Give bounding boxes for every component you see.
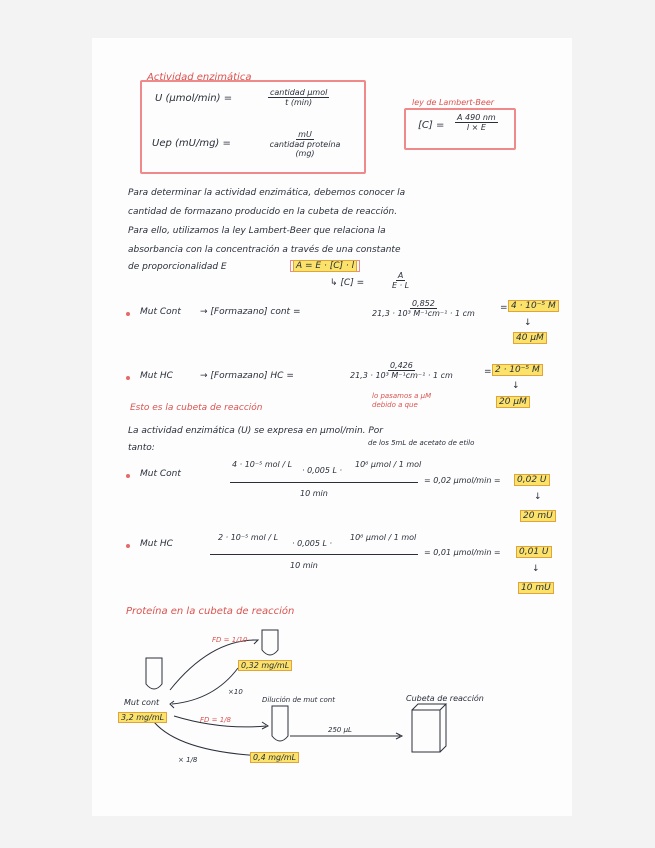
u-cont-mu: 20 mU xyxy=(520,510,556,522)
page-title: Actividad enzimática xyxy=(147,72,252,83)
cont-result-um: 40 µM xyxy=(513,332,547,344)
hc-eq: = xyxy=(484,367,492,377)
derived-lhs: ↳ [C] = xyxy=(330,278,365,288)
u-hc-p3: 10⁶ µmol / 1 mol xyxy=(350,533,417,542)
formula-u-lhs: U (µmol/min) = xyxy=(155,93,233,104)
cont-result-molar: 4 · 10⁻⁵ M xyxy=(508,300,559,312)
arrow-down-icon: ↓ xyxy=(524,318,532,328)
u-hc-p1: 2 · 10⁻⁵ mol / L xyxy=(218,533,279,542)
arrow-icon xyxy=(172,668,238,704)
hc-result-molar: 2 · 10⁻⁵ M xyxy=(492,364,543,376)
beer-den: l × E xyxy=(466,123,486,132)
arrow-down-icon: ↓ xyxy=(534,492,542,502)
times10: ×10 xyxy=(228,688,243,696)
conc1: 0,32 mg/mL xyxy=(238,660,292,671)
note-um: lo pasamos a µM debido a que xyxy=(372,392,432,409)
conc2: 0,4 mg/mL xyxy=(250,752,299,763)
hc-expr: → [Formazano] HC = xyxy=(200,371,294,381)
u-cont-label: Mut Cont xyxy=(140,469,181,479)
tube-icon xyxy=(272,706,288,741)
hc-den: 21,3 · 10³ M⁻¹cm⁻¹ · 1 cm xyxy=(350,371,453,380)
tube-icon xyxy=(262,630,278,655)
u-cont-p1: 4 · 10⁻⁵ mol / L xyxy=(232,460,293,469)
cont-eq: = xyxy=(500,303,508,313)
intro-line: Para determinar la actividad enzimática, debemos conocer la xyxy=(128,188,406,198)
cont-den: 21,3 · 10³ M⁻¹cm⁻¹ · 1 cm xyxy=(372,309,475,318)
cuvette-label: Cubeta de reacción xyxy=(406,694,484,703)
volume: 250 µL xyxy=(328,726,352,734)
u-cont-den: 10 min xyxy=(300,489,328,498)
arrow-down-icon: ↓ xyxy=(512,381,520,391)
cont-label: Mut Cont xyxy=(140,307,181,317)
formula-u-num: cantidad µmol xyxy=(270,88,328,97)
formula-uep-den: cantidad proteína (mg) xyxy=(269,140,341,158)
note-cubeta: Esto es la cubeta de reacción xyxy=(130,403,263,413)
activity-note: de los 5mL de acetato de etilo xyxy=(368,439,475,447)
cont-num: 0,852 xyxy=(411,299,435,308)
u-cont-p3: 10⁶ µmol / 1 mol xyxy=(355,460,422,469)
fd2: FD = 1/8 xyxy=(200,716,231,724)
times18: × 1/8 xyxy=(178,756,198,764)
u-hc-units: 0,01 U xyxy=(516,546,552,558)
hc-result-um: 20 µM xyxy=(496,396,530,408)
intro-line: Para ello, utilizamos la ley Lambert-Beer que relaciona la xyxy=(128,226,386,236)
intro-line: absorbancia con la concentración a través de una constante xyxy=(128,245,401,255)
intro-line: cantidad de formazano producido en la cubeta de reacción. xyxy=(128,207,398,217)
activity-line: tanto: xyxy=(128,443,155,453)
arrow-down-icon: ↓ xyxy=(532,564,540,574)
activity-line: La actividad enzimática (U) se expresa en µmol/min. Por xyxy=(128,426,384,436)
u-hc-mu: 10 mU xyxy=(518,582,554,594)
formula-uep-num: mU xyxy=(298,130,312,139)
hc-num: 0,426 xyxy=(389,361,413,370)
u-hc-den: 10 min xyxy=(290,561,318,570)
hc-label: Mut HC xyxy=(140,371,173,381)
intro-highlight: A = E · [C] · l xyxy=(293,260,357,272)
tube-icon xyxy=(146,658,162,689)
formula-uep-lhs: Uep (mU/mg) = xyxy=(152,138,231,149)
u-cont-p2: · 0,005 L · xyxy=(302,466,343,475)
u-cont-units: 0,02 U xyxy=(514,474,550,486)
stock-label: Mut cont xyxy=(124,698,160,707)
dilution-label: Dilución de mut cont xyxy=(262,696,335,704)
fd1: FD = 1/10 xyxy=(212,636,248,644)
beer-lhs: [C] = xyxy=(418,120,445,131)
derived-den: E · L xyxy=(392,281,410,290)
intro-line: de proporcionalidad E xyxy=(128,262,227,272)
u-hc-label: Mut HC xyxy=(140,539,173,549)
cont-expr: → [Formazano] cont = xyxy=(200,307,301,317)
u-hc-result: = 0,01 µmol/min = xyxy=(424,548,501,557)
beer-num: A 490 nm xyxy=(457,113,496,122)
u-hc-p2: · 0,005 L · xyxy=(292,539,333,548)
beer-label: ley de Lambert-Beer xyxy=(412,98,495,107)
formula-u-den: t (min) xyxy=(285,98,313,107)
derived-num: A xyxy=(397,271,404,280)
protein-title: Proteína en la cubeta de reacción xyxy=(126,606,295,617)
stock-conc: 3,2 mg/mL xyxy=(118,712,167,723)
cuvette-icon xyxy=(412,704,446,752)
u-cont-result: = 0,02 µmol/min = xyxy=(424,476,501,485)
